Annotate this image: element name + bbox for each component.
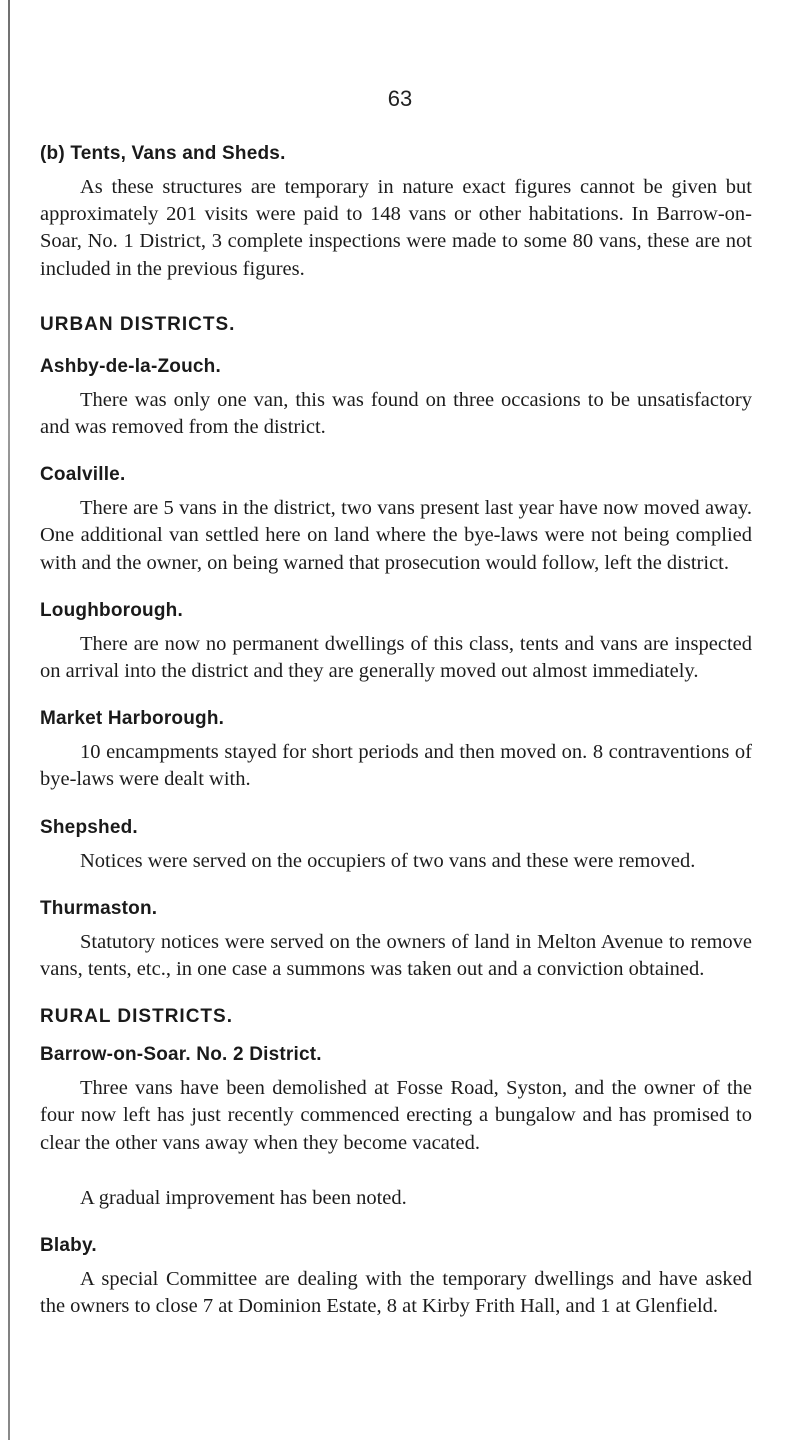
section-market-harborough [40,707,752,793]
district-paragraph: 10 encampments stayed for short periods and then moved on. 8 contraventions of bye-laws were dealt with. [40,741,752,791]
rural-districts-heading: RURAL DISTRICTS. [40,1006,233,1028]
urban-districts-heading: URBAN DISTRICTS. [40,313,236,335]
district-paragraph: There are 5 vans in the district, two vans present last year have now moved away. One additional van settled here on land where the bye-laws were not being complied with and the owner, on being warned that prosecution would follow, left the district. [40,497,752,574]
district-heading: Thurmaston. [40,897,158,919]
section-shepshed [40,816,752,875]
district-heading: Loughborough. [40,599,183,621]
district-paragraph: Three vans have been demolished at Fosse Road, Syston, and the owner of the four now left has just recently commenced erecting a bungalow and has promised to clear the other vans away when they become vacated. [40,1077,752,1154]
page-number: 63 [387,86,413,111]
section-tents-vans-sheds [40,142,752,283]
section-ashby [40,355,752,441]
page-text [40,142,752,1342]
section-heading: (b) Tents, Vans and Sheds. [40,143,286,164]
district-heading: Barrow-on-Soar. No. 2 District. [40,1044,322,1066]
section-blaby [40,1234,752,1320]
district-paragraph-second: A gradual improvement has been noted. [80,1186,407,1209]
section-thurmaston [40,897,752,983]
district-paragraph: There are now no permanent dwellings of this class, tents and vans are inspected on arrival into the district and they are generally moved out almost immediately. [40,632,752,683]
section-paragraph: As these structures are temporary in nature exact figures cannot be given but approximately 201 visits were paid to 148 vans or other habitations. In Barrow-on-Soar, No. 1 District, 3 complete inspections were made to some 80 vans, these are not included in the previous figures. [40,176,752,280]
district-paragraph: A special Committee are dealing with the temporary dwellings and have asked the owners to close 7 at Dominion Estate, 8 at Kirby Frith Hall, and 1 at Glenfield. [40,1268,752,1318]
district-paragraph: Notices were served on the occupiers of two vans and these were removed. [80,849,696,872]
district-paragraph: There was only one van, this was found on three occasions to be unsatisfactory and was removed from the district. [40,388,752,439]
district-heading: Market Harborough. [40,708,225,730]
section-loughborough [40,599,752,685]
section-barrow-no2 [40,1043,752,1212]
district-heading: Coalville. [40,464,126,486]
district-paragraph: Statutory notices were served on the owners of land in Melton Avenue to remove vans, tents, etc., in one case a summons was taken out and a conviction obtained. [40,930,752,981]
district-heading: Shepshed. [40,816,138,838]
district-heading: Blaby. [40,1235,97,1257]
section-coalville [40,463,752,577]
district-heading: Ashby-de-la-Zouch. [40,355,221,377]
